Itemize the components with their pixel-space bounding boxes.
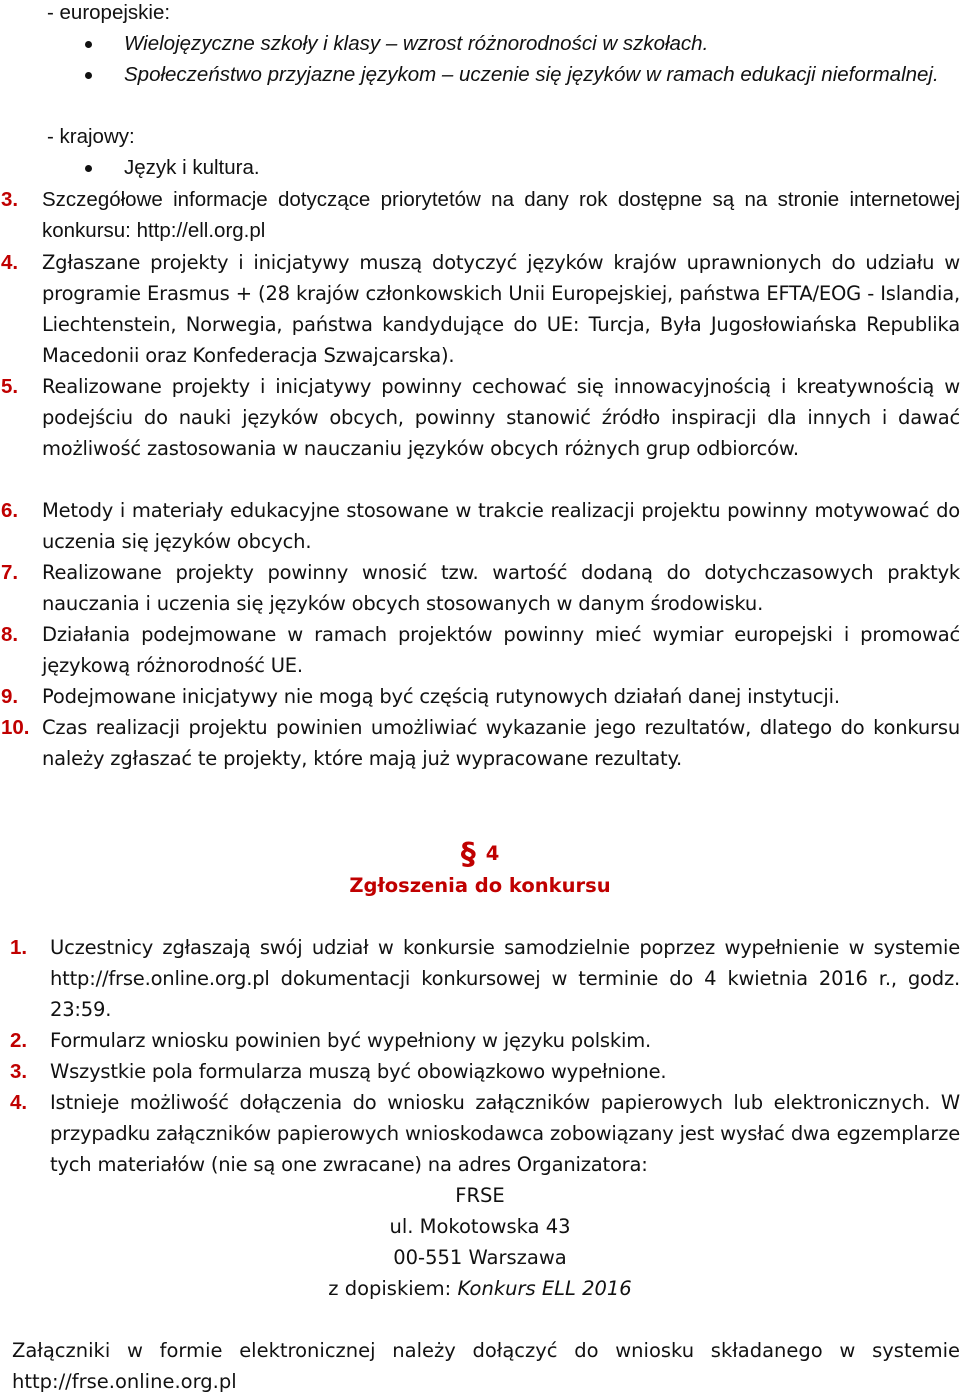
item-number: 7. <box>1 561 19 584</box>
bullet-icon <box>85 165 92 172</box>
list-item-text: Społeczeństwo przyjazne językom – uczenie się języków w ramach edukacji nieformalnej. <box>124 63 939 86</box>
section-number-value: 4 <box>485 842 500 865</box>
item-text: Formularz wniosku powinien być wypełniony w języku polskim. <box>50 1029 651 1052</box>
item-number: 3. <box>10 1060 28 1083</box>
item-number: 2. <box>10 1029 28 1052</box>
frse-link[interactable]: http://frse.online.org.pl <box>12 1370 237 1393</box>
list-item-text: Język i kultura. <box>124 156 260 179</box>
item-number: 1. <box>10 936 28 959</box>
bullet-icon <box>85 72 92 79</box>
item-number: 9. <box>1 685 19 708</box>
national-label: - krajowy: <box>47 125 135 148</box>
item-number: 4. <box>1 251 19 274</box>
item-number: 8. <box>1 623 19 646</box>
paragraph-sign: § <box>460 837 476 872</box>
item-text: Wszystkie pola formularza muszą być obowiązkowo wypełnione. <box>50 1060 667 1083</box>
item-text: Działania podejmowane w ramach projektów powinny mieć wymiar europejski i promować językową różnorodność UE. <box>42 623 960 677</box>
bullet-icon <box>85 41 92 48</box>
list-item-text: Wielojęzyczne szkoły i klasy – wzrost różnorodności w szkołach. <box>124 32 709 55</box>
item-number: 10. <box>1 716 30 739</box>
address-note <box>0 1273 960 1304</box>
item-text: Uczestnicy zgłaszają swój udział w konkursie samodzielnie poprzez wypełnienie w systemie http://frse.online.org.pl dokumentacji konkursowej w terminie do 4 kwietnia 2016 r., godz. 23:59. <box>50 936 960 1021</box>
item-number: 3. <box>1 188 19 211</box>
address-organization: FRSE <box>455 1184 505 1207</box>
european-label: - europejskie: <box>47 1 171 24</box>
item-text: Istnieje możliwość dołączenia do wniosku załączników papierowych lub elektronicznych. W przypadku załączników papierowych wnioskodawca zobowiązany jest wysłać dwa egzemplarze tych materiałów (nie są one zwracane) na adres Organizatora: <box>50 1091 960 1176</box>
item-text: Podejmowane inicjatywy nie mogą być częścią rutynowych działań danej instytucji. <box>42 685 840 708</box>
closing-text: Załączniki w formie elektronicznej należy dołączyć do wniosku składanego w systemie <box>12 1339 960 1362</box>
address-street: ul. Mokotowska 43 <box>389 1215 571 1238</box>
item-text: Czas realizacji projektu powinien umożliwiać wykazanie jego rezultatów, dlatego do konkursu należy zgłaszać te projekty, które mają już wypracowane rezultaty. <box>42 716 960 770</box>
closing-paragraph <box>12 1335 960 1397</box>
item-number: 6. <box>1 499 19 522</box>
item-text: Realizowane projekty i inicjatywy powinny cechować się innowacyjnością i kreatywnością w podejściu do nauki języków obcych, powinny stanowić źródło inspiracji dla innych i dawać możliwość zastosowania w nauczaniu języków obcych różnych grup odbiorców. <box>42 375 960 460</box>
section-title: Zgłoszenia do konkursu <box>349 874 611 897</box>
item-text: Zgłaszane projekty i inicjatywy muszą dotyczyć języków krajów uprawnionych do udziału w programie Erasmus + (28 krajów członkowskich Unii Europejskiej, państwa EFTA/EOG - Islandia, Liechtenstein, Norwegia, państwa kandydujące do UE: Turcja, Była Jugosłowiańska Republika Macedonii oraz Konfederacja Szwajcarska). <box>42 251 960 367</box>
item-number: 4. <box>10 1091 28 1114</box>
item-text: Szczegółowe informacje dotyczące priorytetów na dany rok dostępne są na stronie internetowej konkursu: http://ell.org.pl <box>42 188 960 242</box>
item-number: 5. <box>1 375 19 398</box>
address-city: 00-551 Warszawa <box>393 1246 567 1269</box>
section-number <box>0 838 960 870</box>
address-note-prefix: z dopiskiem: <box>328 1277 458 1300</box>
item-text: Metody i materiały edukacyjne stosowane w trakcie realizacji projektu powinny motywować do uczenia się języków obcych. <box>42 499 960 553</box>
item-text: Realizowane projekty powinny wnosić tzw. wartość dodaną do dotychczasowych praktyk nauczania i uczenia się języków obcych stosowanych w danym środowisku. <box>42 561 960 615</box>
address-note-title: Konkurs ELL 2016 <box>457 1277 632 1300</box>
